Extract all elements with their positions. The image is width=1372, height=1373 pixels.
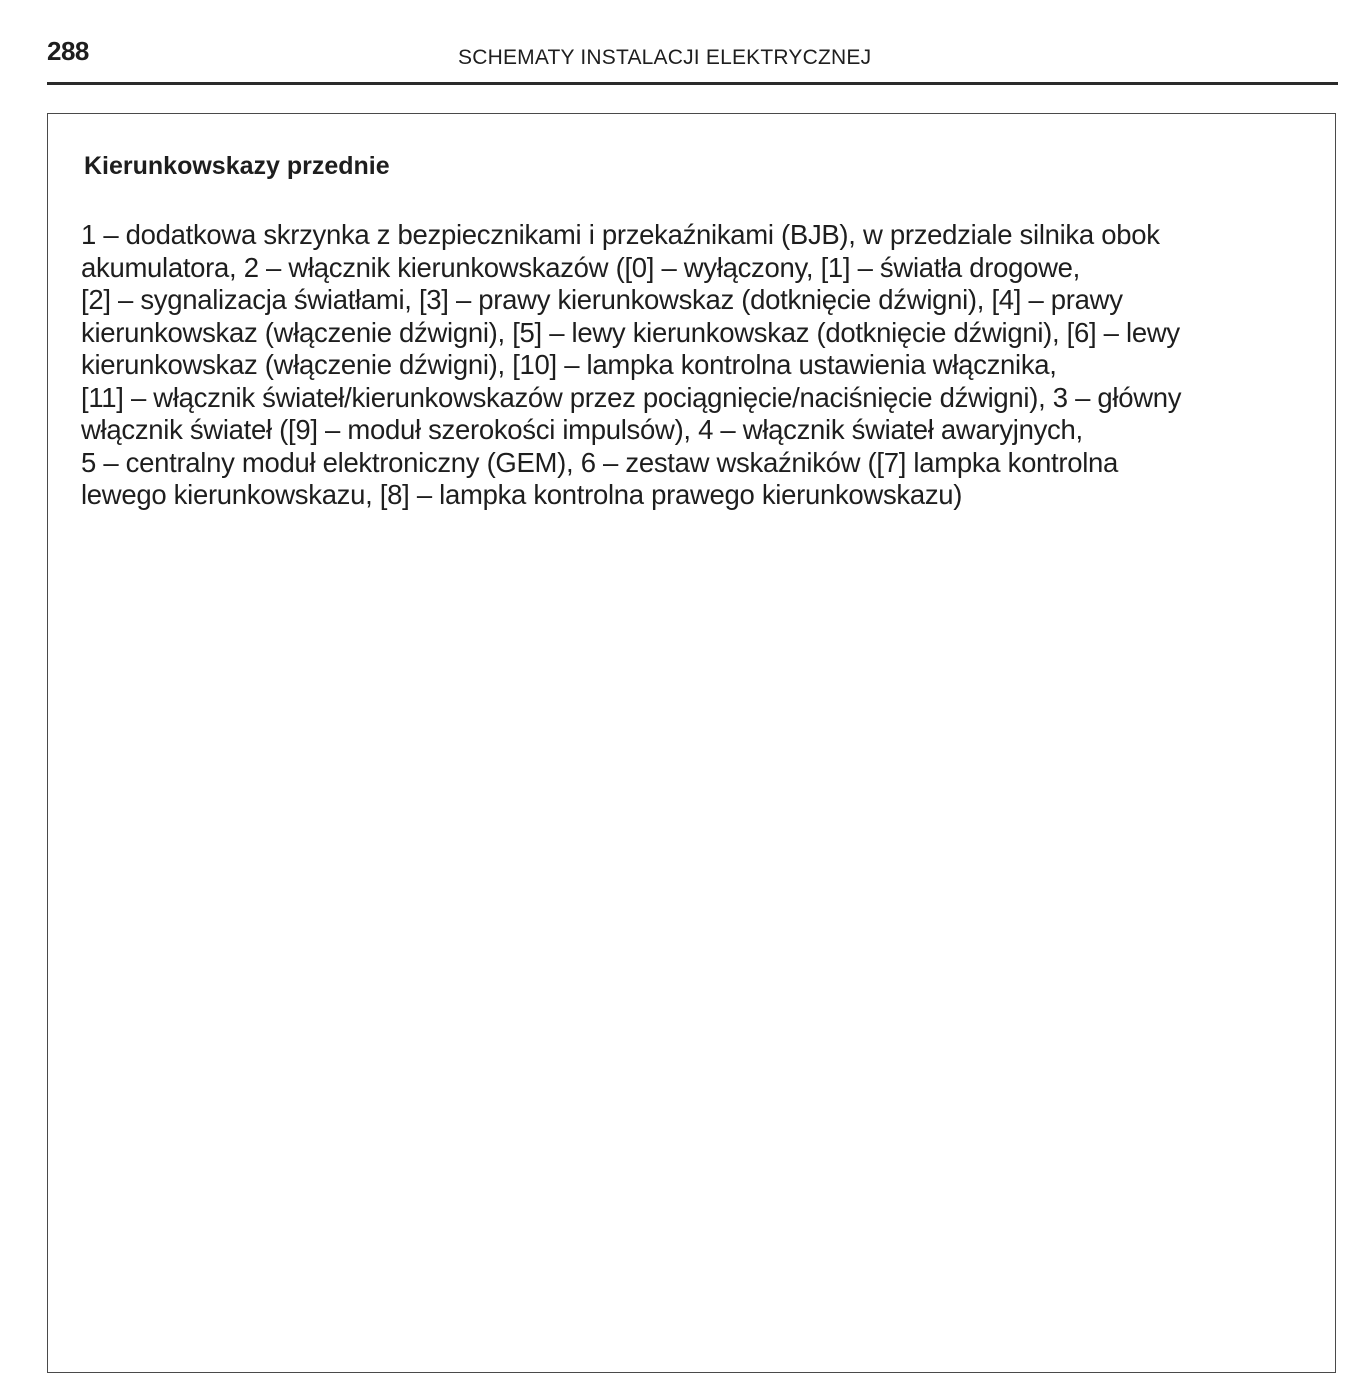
legend-text (81, 219, 1181, 512)
page-number: 288 (47, 36, 89, 66)
header-rule (47, 82, 1338, 85)
legend-line: akumulatora, 2 – włącznik kierunkowskazów ([0] – wyłączony, [1] – światła drogowe, (81, 251, 1080, 283)
legend-line: 1 – dodatkowa skrzynka z bezpiecznikami i przekaźnikami (BJB), w przedziale silnika obok (81, 219, 1160, 250)
legend-line: kierunkowskaz (włączenie dźwigni), [5] – lewy kierunkowskaz (dotknięcie dźwigni), [6] – lewy (81, 316, 1180, 348)
legend-line: [2] – sygnalizacja światłami, [3] – prawy kierunkowskaz (dotknięcie dźwigni), [4] – prawy (81, 284, 1123, 315)
running-title: SCHEMATY INSTALACJI ELEKTRYCZNEJ (458, 46, 872, 69)
legend-line: włącznik świateł ([9] – moduł szerokości impulsów), 4 – włącznik świateł awaryjnych, (81, 414, 1083, 445)
legend-line: lewego kierunkowskazu, [8] – lampka kontrolna prawego kierunkowskazu) (81, 479, 963, 510)
legend-line: 5 – centralny moduł elektroniczny (GEM), 6 – zestaw wskaźników ([7] lampka kontrolna (81, 446, 1119, 478)
legend-line: [11] – włącznik świateł/kierunkowskazów przez pociągnięcie/naciśnięcie dźwigni), 3 – główny (81, 381, 1182, 413)
section-heading: Kierunkowskazy przednie (84, 152, 390, 180)
legend-line: kierunkowskaz (włączenie dźwigni), [10] – lampka kontrolna ustawienia włącznika, (81, 349, 1057, 380)
